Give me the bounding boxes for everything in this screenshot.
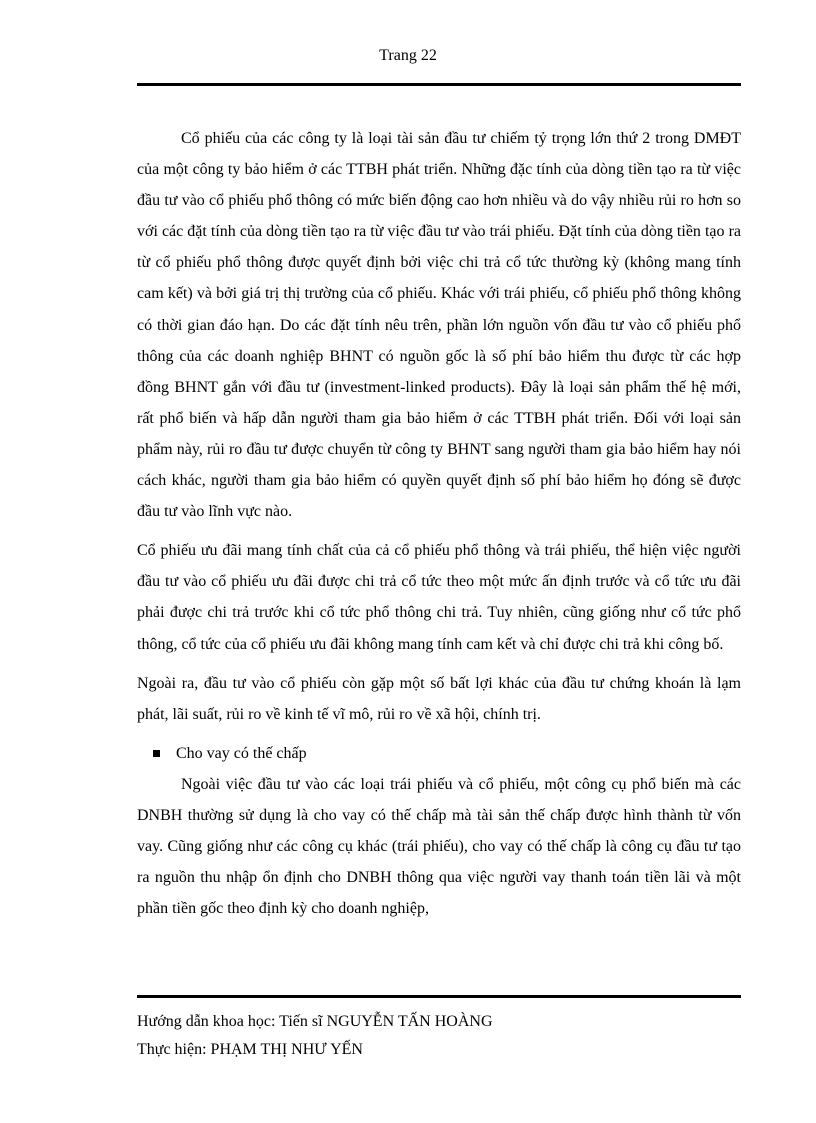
paragraph-other-risks: Ngoài ra, đầu tư vào cổ phiếu còn gặp một số bất lợi khác của đầu tư chứng khoán là lạm phát, lãi suất, rủi ro về kinh tế vĩ mô, rủi ro về xã hội, chính trị. (137, 674, 741, 723)
bullet-item (137, 738, 741, 769)
footer-author: Thực hiện: PHẠM THỊ NHƯ YẾN (137, 1041, 363, 1058)
square-bullet-icon (153, 750, 160, 757)
paragraph-mortgage-loans: Ngoài việc đầu tư vào các loại trái phiếu và cổ phiếu, một công cụ phổ biến mà các DNBH thường sử dụng là cho vay có thế chấp mà tài sản thế chấp được hình thành từ vốn vay. Cũng giống như các công cụ khác (trái phiếu), cho vay có thế chấp là công cụ đầu tư tạo ra nguồn thu nhập ổn định cho DNBH thông qua việc người vay thanh toán tiền lãi và một phần tiền gốc theo định kỳ cho doanh nghiệp, (137, 775, 741, 918)
bullet-item-label: Cho vay có thế chấp (176, 744, 307, 762)
page-number-header: Trang 22 (379, 47, 437, 64)
page-body (137, 123, 741, 924)
footer-advisor: Hướng dẫn khoa học: Tiến sĩ NGUYỄN TẤN HOÀNG (137, 1013, 493, 1030)
header-divider (137, 83, 741, 86)
page-footer (137, 1008, 741, 1064)
paragraph-common-stock: Cổ phiếu của các công ty là loại tài sản đầu tư chiếm tỷ trọng lớn thứ 2 trong DMĐT của một công ty bảo hiểm ở các TTBH phát triển. Những đặc tính của dòng tiền tạo ra từ việc đầu tư vào cổ phiếu phổ thông có mức biến động cao hơn nhiều và do vậy nhiều rủi ro hơn so với các đặt tính của dòng tiền tạo ra từ việc đầu tư vào trái phiếu. Đặt tính của dòng tiền tạo ra từ cổ phiếu phổ thông được quyết định bởi việc chi trả cổ tức thường kỳ (không mang tính cam kết) và bởi giá trị thị trường của cổ phiếu. Khác với trái phiếu, cổ phiếu phổ thông không có thời gian đáo hạn. Do các đặt tính nêu trên, phần lớn nguồn vốn đầu tư vào cổ phiếu phổ thông của các doanh nghiệp BHNT có nguồn gốc là số phí bảo hiểm thu được từ các hợp đồng BHNT gắn với đầu tư (investment-linked products). Đây là loại sản phẩm thế hệ mới, rất phổ biến và hấp dẫn người tham gia bảo hiểm ở các TTBH phát triển. Đối với loại sản phẩm này, rủi ro đầu tư được chuyển từ công ty BHNT sang người tham gia bảo hiểm hay nói cách khác, người tham gia bảo hiểm có quyền quyết định số phí bảo hiểm họ đóng sẽ được đầu tư vào lĩnh vực nào. (137, 130, 741, 521)
footer-divider (137, 995, 741, 998)
paragraph-preferred-stock: Cổ phiếu ưu đãi mang tính chất của cả cổ phiếu phổ thông và trái phiếu, thể hiện việc người đầu tư vào cổ phiếu ưu đãi được chi trả cổ tức theo một mức ấn định trước và cổ tức ưu đãi phải được chi trả trước khi cổ tức phổ thông chi trả. Tuy nhiên, cũng giống như cổ tức phổ thông, cổ tức của cổ phiếu ưu đãi không mang tính cam kết và chỉ được chi trả khi công bố. (137, 542, 741, 653)
